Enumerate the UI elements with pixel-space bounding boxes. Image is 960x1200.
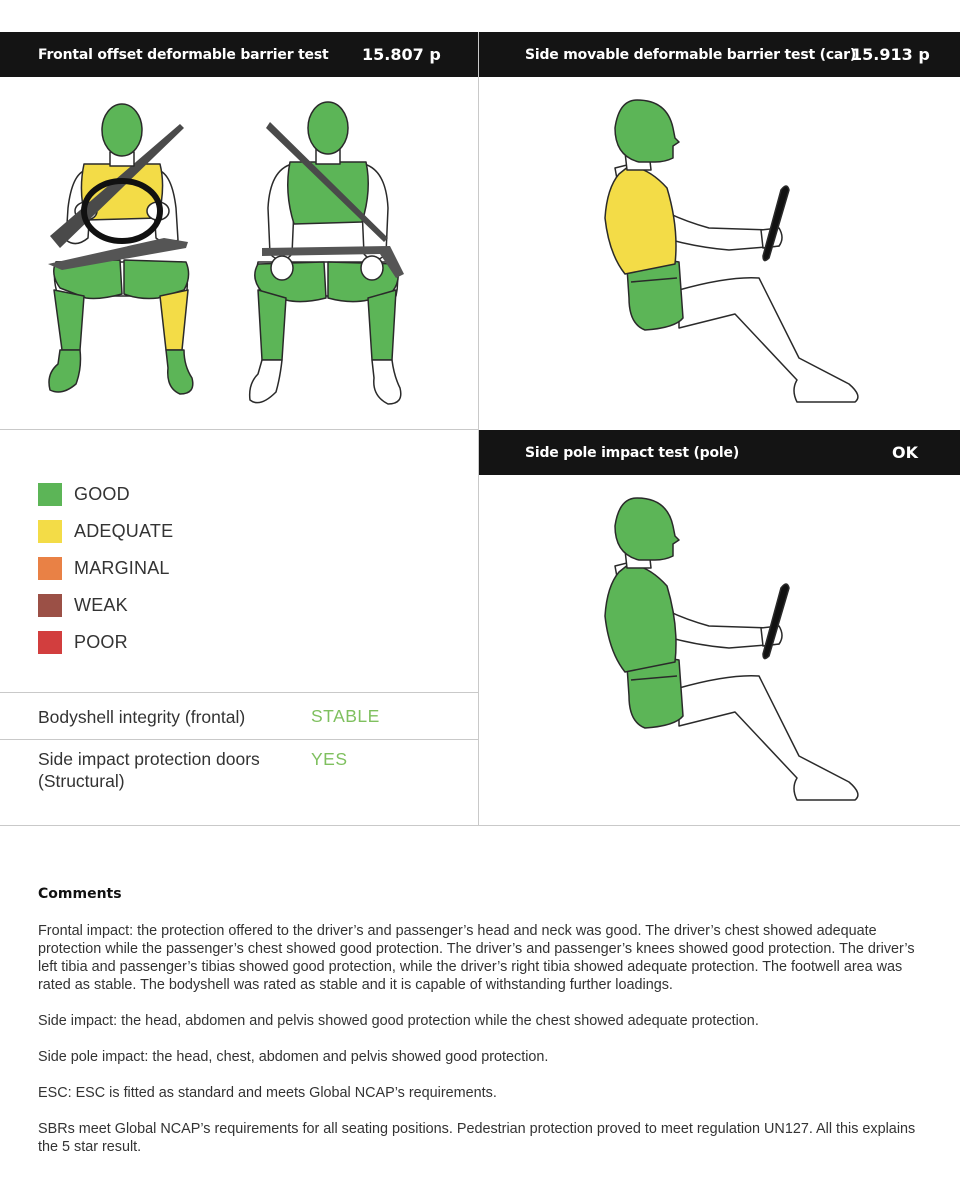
frontal-test-score: 15.807 p [362,45,441,64]
rows-top-divider [0,692,479,693]
driver-dummy [48,104,193,394]
legend-item-marginal [38,550,173,587]
side-mdb-dummy-figure [479,78,960,428]
legend-item-adequate [38,513,173,550]
side-pole-head [615,498,679,560]
side-mdb-steering-wheel [763,186,789,261]
bodyshell-integrity-label-text: Bodyshell integrity (frontal) [38,707,246,727]
bodyshell-integrity-value: STABLE [311,706,380,726]
rating-legend [38,476,173,661]
side-mdb-header [479,32,960,77]
legend-swatch-adequate [38,520,62,543]
legend-label-adequate: ADEQUATE [74,521,174,541]
panel-bottom-divider [0,825,960,826]
legend-item-poor [38,624,173,661]
legend-item-good [38,476,173,513]
side-impact-doors-value: YES [311,749,348,769]
legend-swatch-good [38,483,62,506]
legend-label-good: GOOD [74,484,130,504]
driver-left-foot [49,350,81,392]
frontal-test-title: Frontal offset deformable barrier test [38,46,329,63]
legend-item-weak [38,587,173,624]
passenger-dummy [250,102,404,404]
legend-label-weak: WEAK [74,595,128,615]
side-pole-score: OK [892,443,918,462]
side-pole-dummy-figure [479,476,960,824]
comment-summary: SBRs meet Global NCAP’s requirements for all seating positions. Pedestrian protection proved to meet regulation UN127. All this explains the 5 star result. [38,1121,916,1155]
legend-swatch-poor [38,631,62,654]
side-mdb-score: 15.913 p [851,45,930,64]
passenger-right-foot [372,360,401,404]
side-pole-chest [605,564,676,672]
legend-label-marginal: MARGINAL [74,558,170,578]
side-pole-header [479,430,960,475]
comment-esc: ESC: ESC is fitted as standard and meets Global NCAP’s requirements. [38,1085,497,1101]
comment-pole: Side pole impact: the head, chest, abdomen and pelvis showed good protection. [38,1049,549,1065]
side-impact-doors-label-line1: Side impact protection doors [38,749,260,769]
side-pole-steering-wheel [763,584,789,659]
legend-label-poor: POOR [74,632,128,652]
passenger-left-tibia [258,290,286,360]
driver-head [102,104,142,156]
comments-body [38,922,923,1174]
frontal-test-header [0,32,478,77]
passenger-right-tibia [368,290,396,360]
legend-swatch-weak [38,594,62,617]
side-impact-doors-label [38,748,260,792]
frontal-dummies-figure [0,78,478,428]
driver-right-tibia [160,290,188,350]
frontal-section-divider [0,429,479,430]
comment-frontal: Frontal impact: the protection offered to the driver’s and passenger’s head and neck was good. The driver’s chest showed adequate protection while the passenger’s chest showed good protection. The driver’s and passenger’s knees showed good protection. The driver’s left tibia and passenger’s tibias showed good protection, while the driver’s right tibia showed adequate protection. The footwell area was rated as stable. The bodyshell was rated as stable and it is capable of withstanding further loadings. [38,923,915,993]
bodyshell-integrity-label [38,706,245,728]
comment-side: Side impact: the head, abdomen and pelvis showed good protection while the chest showed adequate protection. [38,1013,759,1029]
side-mdb-chest [605,166,676,274]
passenger-head [308,102,348,154]
side-mdb-title: Side movable deformable barrier test (car) [525,46,857,63]
driver-right-foot [166,350,193,394]
side-mdb-head [615,100,679,162]
legend-swatch-marginal [38,557,62,580]
rows-middle-divider [0,739,479,740]
comments-title: Comments [38,886,122,902]
side-impact-doors-label-line2: (Structural) [38,771,125,791]
passenger-left-foot [250,360,282,403]
driver-left-tibia [54,290,84,350]
side-pole-title: Side pole impact test (pole) [525,444,740,461]
